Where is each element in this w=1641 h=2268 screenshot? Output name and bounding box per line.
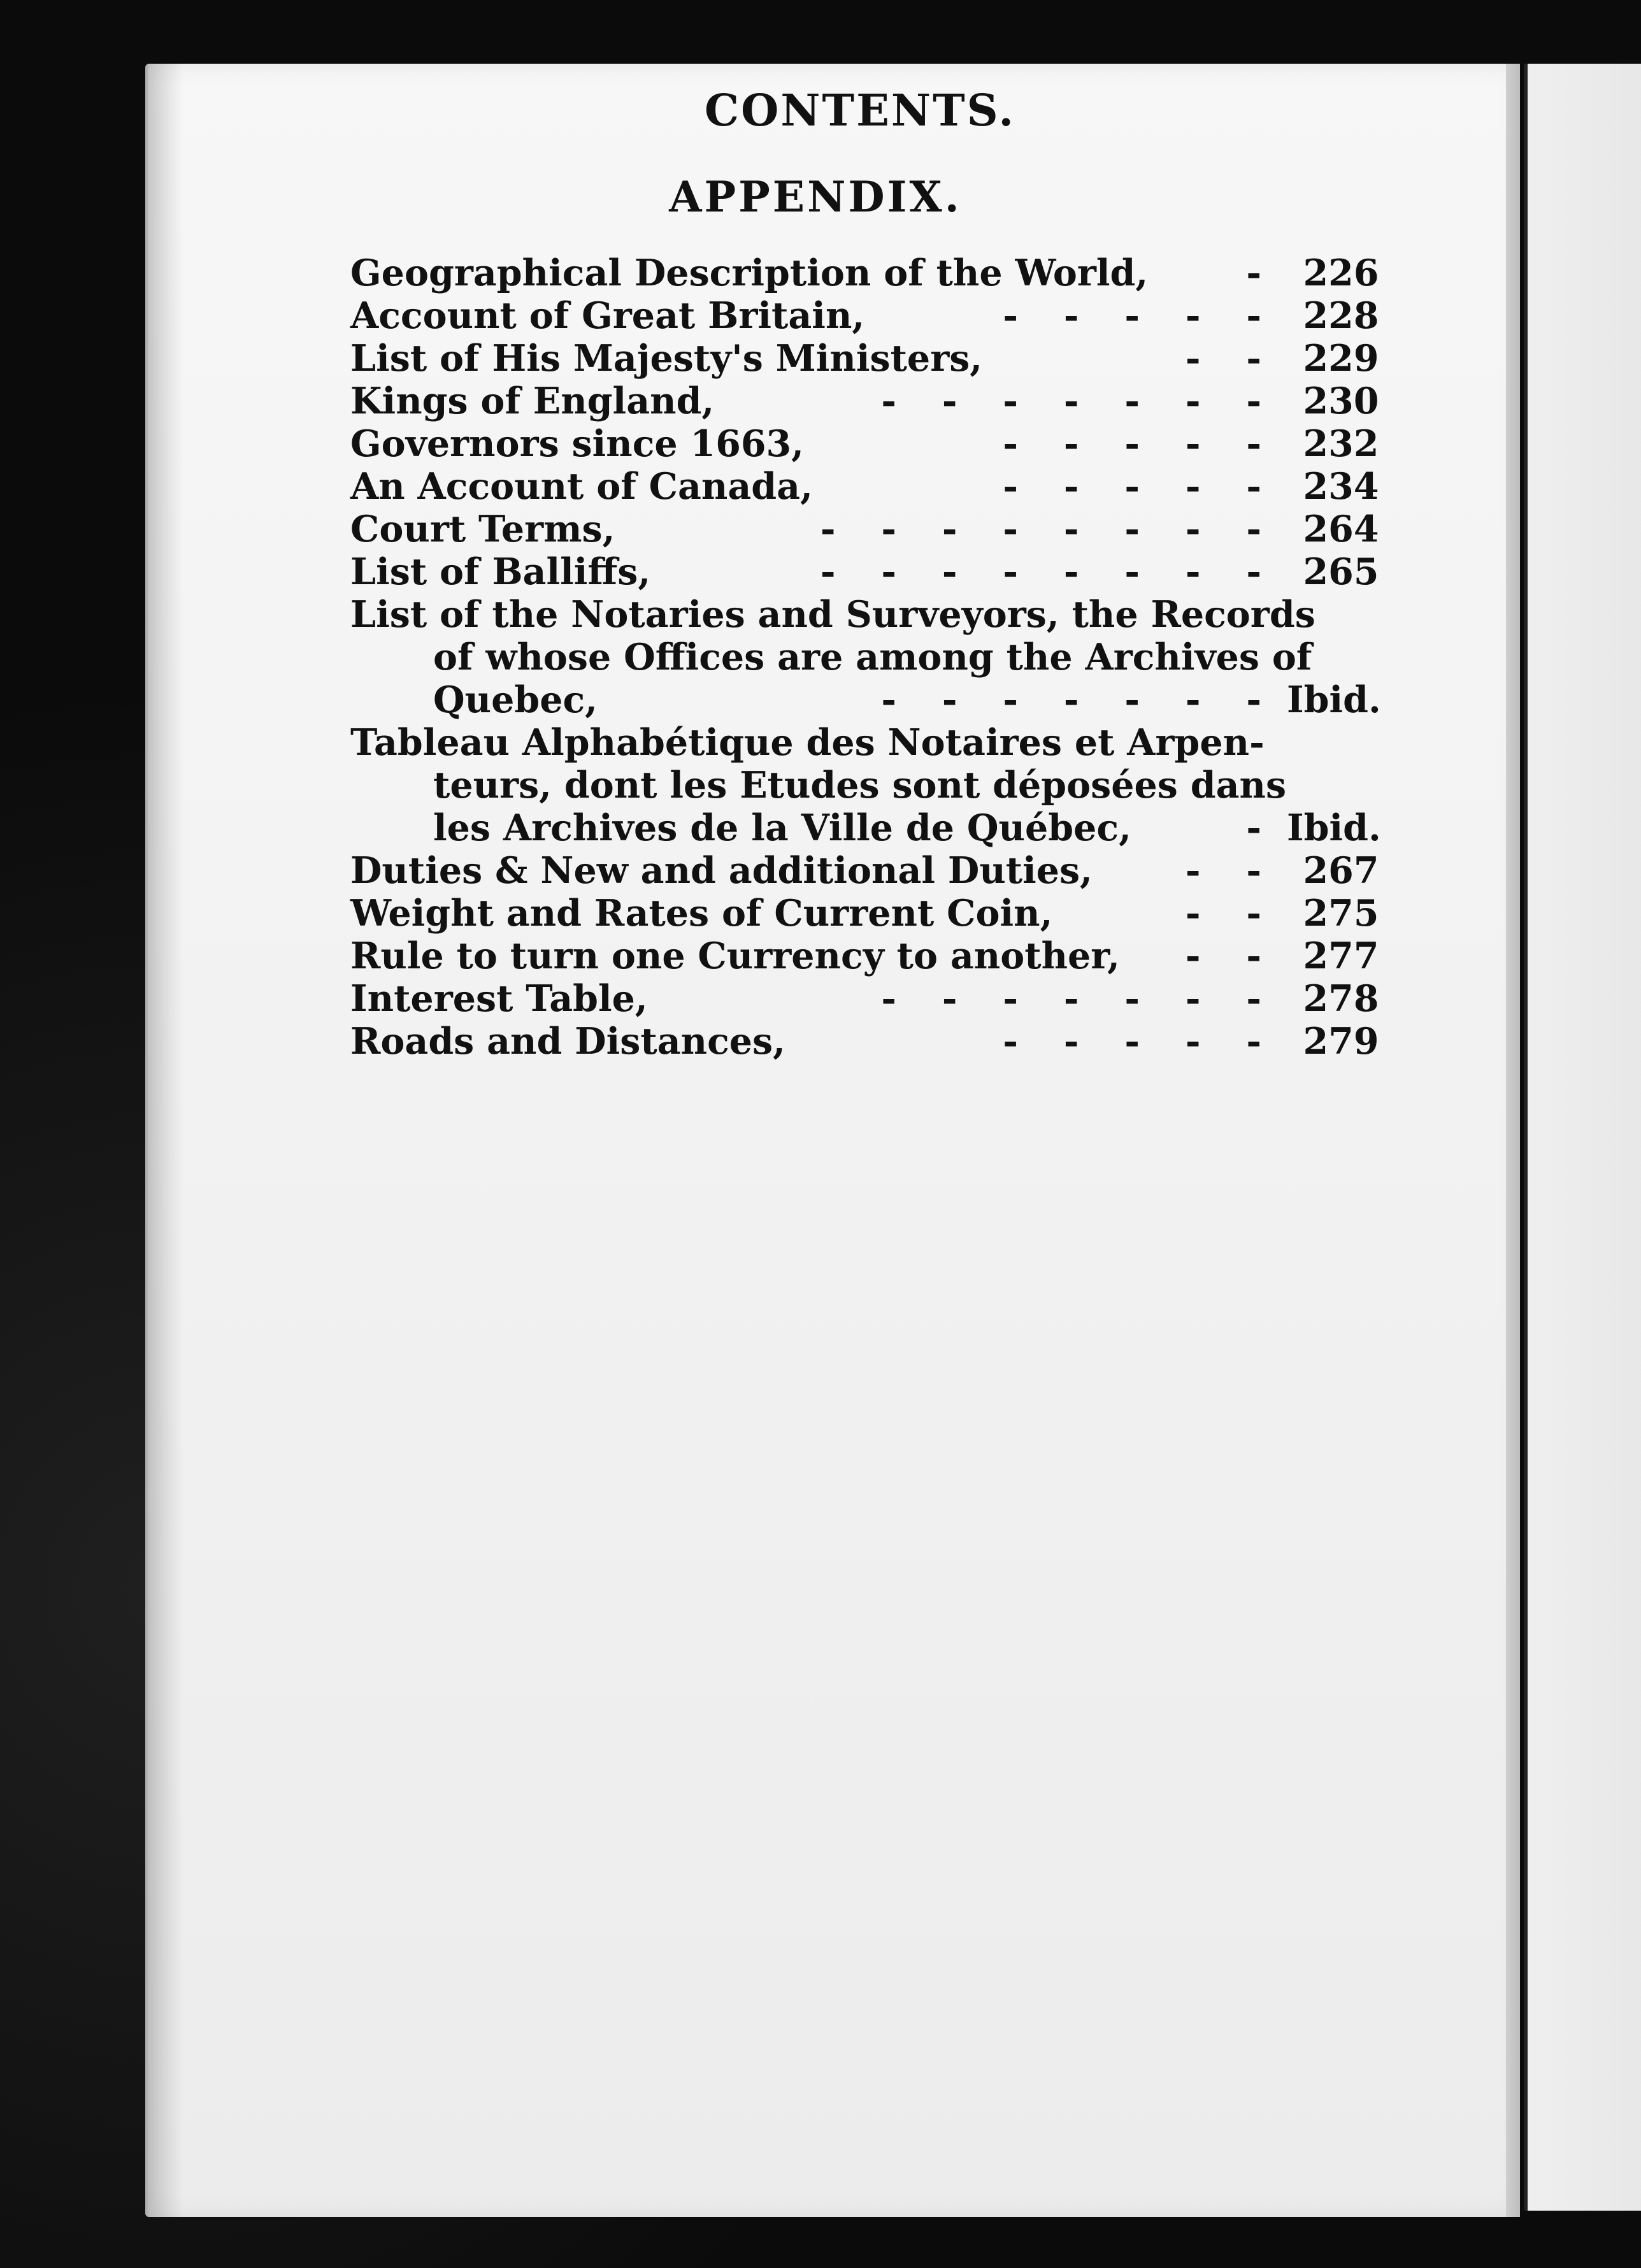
toc-entry-title: Quebec, xyxy=(433,678,598,721)
toc-page-number: 232 xyxy=(1303,422,1379,465)
toc-entry xyxy=(350,337,1395,380)
toc-leader-dashes: - - - - - xyxy=(1003,1020,1261,1063)
toc-entry-title: An Account of Canada, xyxy=(350,465,813,508)
toc-entry xyxy=(350,935,1395,977)
toc-leader-dashes: - - - - - - - xyxy=(881,678,1261,721)
toc-entry-title: les Archives de la Ville de Québec, xyxy=(433,807,1131,849)
page-edge xyxy=(1506,64,1520,2217)
toc-entry-title: Roads and Distances, xyxy=(350,1020,785,1063)
toc-leader-dashes: - xyxy=(1246,252,1261,294)
toc-leader-dashes: - - xyxy=(1185,892,1261,935)
toc-entry xyxy=(350,892,1395,935)
toc-entry xyxy=(350,294,1395,337)
toc-page-number: 275 xyxy=(1303,892,1379,935)
toc-entry-title: Interest Table, xyxy=(350,977,648,1020)
toc-entry-title: Account of Great Britain, xyxy=(350,294,865,337)
toc-entry-title: Weight and Rates of Current Coin, xyxy=(350,892,1053,935)
toc-leader-dashes: - - xyxy=(1185,337,1261,380)
toc-entry xyxy=(350,977,1395,1020)
toc-page-number: 228 xyxy=(1303,294,1379,337)
toc-page-number: Ibid. xyxy=(1287,807,1381,849)
toc-page-number: 229 xyxy=(1303,337,1379,380)
toc-leader-dashes: - - - - - xyxy=(1003,294,1261,337)
toc-page-number: 234 xyxy=(1303,465,1379,508)
toc-page-number: 226 xyxy=(1303,252,1379,294)
toc-entry-title: of whose Offices are among the Archives of xyxy=(433,636,1312,678)
table-of-contents xyxy=(350,252,1395,1063)
toc-entry xyxy=(350,593,1395,636)
toc-page-number: 264 xyxy=(1303,508,1379,550)
toc-leader-dashes: - - xyxy=(1185,849,1261,892)
toc-page-number: 277 xyxy=(1303,935,1379,977)
toc-page-number: 265 xyxy=(1303,550,1379,593)
page-header: CONTENTS. xyxy=(704,85,1016,136)
toc-leader-dashes: - - - - - - - xyxy=(881,977,1261,1020)
toc-entry xyxy=(350,465,1395,508)
toc-entry-continuation xyxy=(350,764,1395,807)
toc-entry-title: Rule to turn one Currency to another, xyxy=(350,935,1121,977)
toc-entry-title: Duties & New and additional Duties, xyxy=(350,849,1093,892)
toc-entry-title: teurs, dont les Etudes sont déposées dans xyxy=(433,764,1287,807)
toc-entry xyxy=(350,422,1395,465)
toc-entry xyxy=(350,721,1395,764)
toc-entry xyxy=(350,508,1395,550)
toc-page-number: Ibid. xyxy=(1287,678,1381,721)
toc-leader-dashes: - - - - - xyxy=(1003,422,1261,465)
toc-page-number: 279 xyxy=(1303,1020,1379,1063)
toc-entry-title: List of the Notaries and Surveyors, the Records xyxy=(350,593,1315,636)
toc-entry xyxy=(350,849,1395,892)
toc-entry-title: Tableau Alphabétique des Notaires et Arpen- xyxy=(350,721,1265,764)
toc-leader-dashes: - - - - - - - - xyxy=(820,508,1261,550)
toc-entry-title: Kings of England, xyxy=(350,380,715,422)
toc-leader-dashes: - - - - - - - xyxy=(881,380,1261,422)
toc-entry-continuation xyxy=(350,636,1395,678)
toc-entry xyxy=(350,550,1395,593)
toc-entry-title: Governors since 1663, xyxy=(350,422,805,465)
toc-entry xyxy=(350,380,1395,422)
toc-entry-continuation xyxy=(350,678,1395,721)
toc-page-number: 230 xyxy=(1303,380,1379,422)
toc-entry xyxy=(350,252,1395,294)
toc-page-number: 278 xyxy=(1303,977,1379,1020)
toc-entry xyxy=(350,1020,1395,1063)
toc-leader-dashes: - - - - - xyxy=(1003,465,1261,508)
toc-leader-dashes: - - - - - - - - xyxy=(820,550,1261,593)
toc-leader-dashes: - - xyxy=(1185,935,1261,977)
toc-entry-continuation xyxy=(350,807,1395,849)
facing-page-edge xyxy=(1524,64,1641,2211)
toc-page-number: 267 xyxy=(1303,849,1379,892)
toc-entry-title: List of His Majesty's Ministers, xyxy=(350,337,983,380)
toc-entry-title: Court Terms, xyxy=(350,508,615,550)
toc-entry-title: List of Balliffs, xyxy=(350,550,651,593)
toc-entry-title: Geographical Description of the World, xyxy=(350,252,1149,294)
section-title: APPENDIX. xyxy=(669,172,962,222)
toc-leader-dashes: - xyxy=(1246,807,1261,849)
